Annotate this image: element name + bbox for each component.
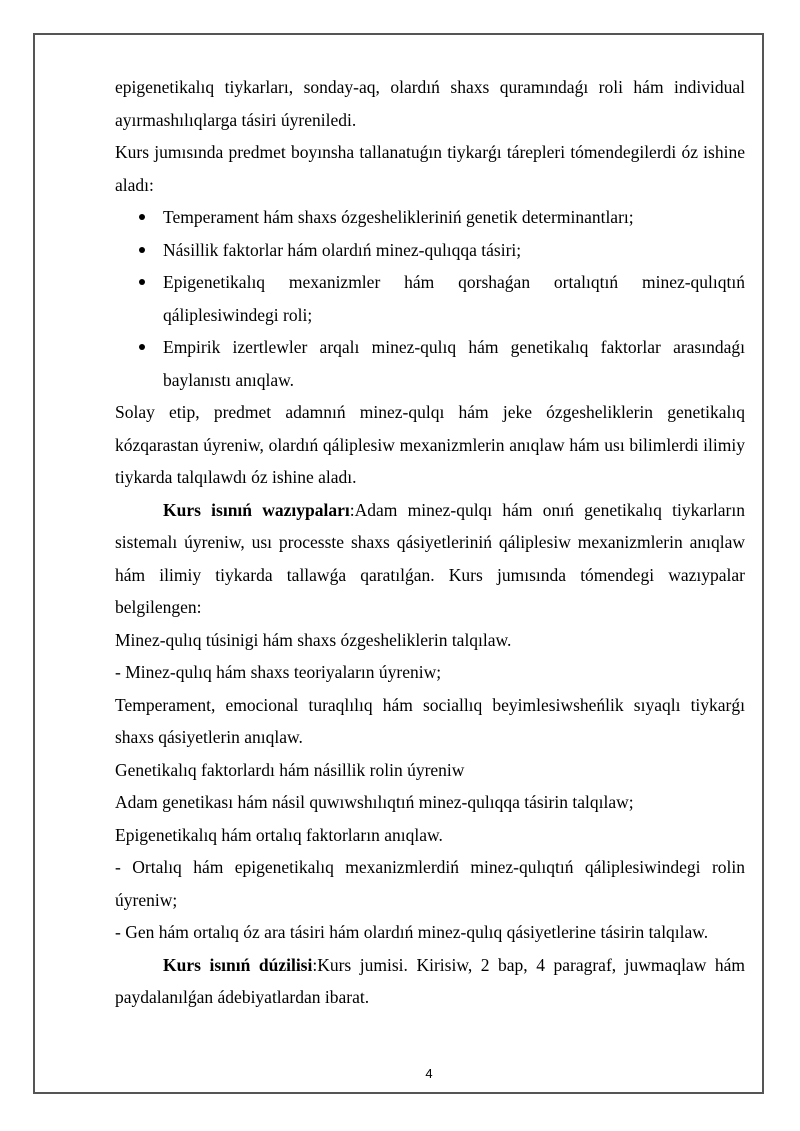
- task-line: Minez-qulıq túsinigi hám shaxs ózgesheliklerin talqılaw.: [115, 629, 512, 650]
- bullet-item: Násillik faktorlar hám olardıń minez-qulıqqa tásiri;: [115, 234, 745, 267]
- paragraph-intro-continuation: epigenetikalıq tiykarları, sonday-aq, olardıń shaxs quramındaǵı roli hám individual ayırmashılıqlarga tásiri úyreniledi.: [115, 77, 745, 130]
- paragraph-summary: Solay etip, predmet adamnıń minez-qulqı hám jeke ózgesheliklerin genetikalıq kózqarastan úyreniw, olardıń qáliplesiw mexanizmlerin anıqlaw hám usı bilimlerdi ilimiy tiykarda talqılawdı óz ishine aladı.: [115, 402, 745, 487]
- task-line: Adam genetikası hám násil quwıwshılıqtıń minez-qulıqqa tásirin talqılaw;: [115, 792, 634, 812]
- task-line: Epigenetikalıq hám ortalıq faktorların anıqlaw.: [115, 824, 443, 845]
- tasks-text: :Adam minez-qulqı hám onıń genetikalıq tiykarların sistemalı úyreniw, usı processte shaxs qásiyetleriniń qáliplesiw mexanizmlerin anıqlaw hám ilimiy tiykarda tallawǵa qaratılǵan. Kurs jumısında tómendegi wazıypalar belgilengen:: [115, 499, 745, 617]
- task-line: Genetikalıq faktorlardı hám násillik rolin úyreniw: [115, 759, 465, 780]
- bullet-item: Epigenetikalıq mexanizmler hám qorshaǵan ortalıqtıń minez-qulıqtıń qáliplesiwindegi roli;: [115, 266, 745, 331]
- structure-text: :Kurs jumisi. Kirisiw, 2 bap, 4 paragraf, juwmaqlaw hám paydalanılǵan ádebiyatlardan ibarat.: [115, 954, 745, 1007]
- task-line: - Ortalıq hám epigenetikalıq mexanizmlerdiń minez-qulıqtıń qáliplesiwindegi rolin úyreniw;: [115, 857, 745, 910]
- task-line: - Minez-qulıq hám shaxs teoriyaların úyreniw;: [115, 662, 442, 682]
- structure-heading: Kurs isınıń dúzilisi: [163, 954, 313, 975]
- page-content: [115, 71, 745, 1014]
- task-line: - Gen hám ortalıq óz ara tásiri hám olardıń minez-qulıq qásiyetlerine tásirin talqılaw.: [115, 922, 709, 942]
- bullet-item: Empirik izertlewler arqalı minez-qulıq hám genetikalıq faktorlar arasındaǵı baylanıstı anıqlaw.: [115, 331, 745, 396]
- paragraph-structure: [115, 949, 745, 1014]
- paragraph-tasks: [115, 494, 745, 624]
- paragraph-subject-aspects: Kurs jumısında predmet boyınsha tallanatuǵın tiykarǵı tárepleri tómendegilerdi óz ishine aladı:: [115, 142, 745, 195]
- task-line: Temperament, emocional turaqlılıq hám sociallıq beyimlesiwsheńlik sıyaqlı tiykarǵı shaxs qásiyetlerin anıqlaw.: [115, 694, 745, 747]
- aspects-bullet-list: [115, 201, 745, 396]
- tasks-heading: Kurs isınıń wazıypaları: [163, 499, 350, 520]
- bullet-item: Temperament hám shaxs ózgeshelikleriniń genetik determinantları;: [115, 201, 745, 234]
- page-number: 4: [425, 1066, 433, 1081]
